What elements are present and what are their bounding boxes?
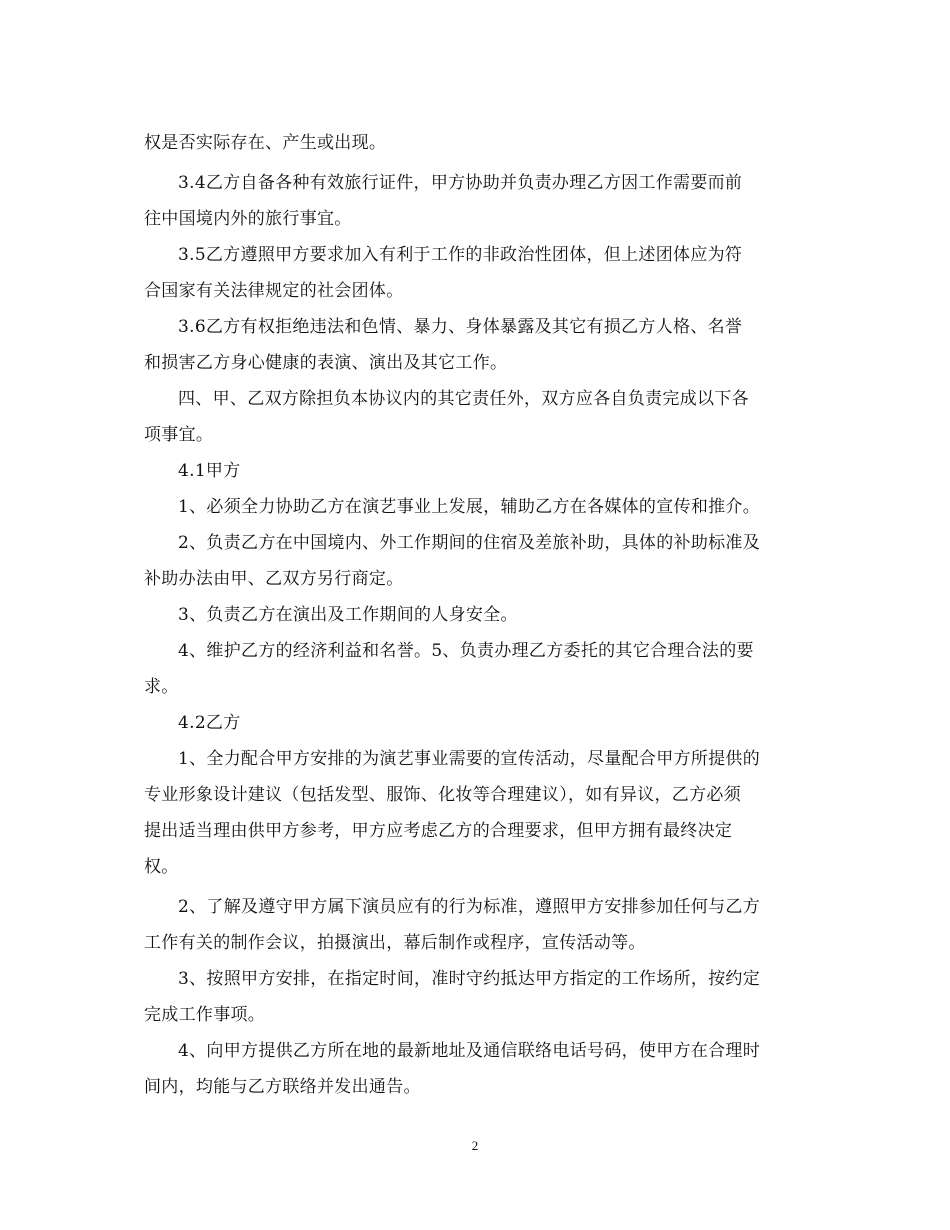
text-line: 2、负责乙方在中国境内、外工作期间的住宿及差旅补助，具体的补助标准及 bbox=[178, 533, 761, 553]
text-line: 1、全力配合甲方安排的为演艺事业需要的宣传活动，尽量配合甲方所提供的 bbox=[178, 749, 761, 769]
text-line: 3、按照甲方安排，在指定时间，准时守约抵达甲方指定的工作场所，按约定 bbox=[178, 969, 761, 989]
text-line: 3、负责乙方在演出及工作期间的人身安全。 bbox=[178, 605, 518, 625]
page-number: 2 bbox=[471, 1138, 479, 1153]
text-line: 4、向甲方提供乙方所在地的最新地址及通信联络电话号码，使甲方在合理时 bbox=[178, 1041, 761, 1061]
text-line: 2、了解及遵守甲方属下演员应有的行为标准，遵照甲方安排参加任何与乙方 bbox=[178, 897, 761, 917]
text-line: 3.4乙方自备各种有效旅行证件，甲方协助并负责办理乙方因工作需要而前 bbox=[178, 173, 743, 193]
text-line: 完成工作事项。 bbox=[144, 1005, 266, 1025]
text-line: 4、维护乙方的经济利益和名誉。5、负责办理乙方委托的其它合理合法的要 bbox=[178, 641, 754, 661]
text-line: 3.5乙方遵照甲方要求加入有利于工作的非政治性团体，但上述团体应为符 bbox=[178, 245, 743, 265]
text-line: 权是否实际存在、产生或出现。 bbox=[144, 133, 387, 153]
text-line: 间内，均能与乙方联络并发出通告。 bbox=[144, 1077, 421, 1097]
section-heading: 4.1甲方 bbox=[178, 461, 241, 481]
text-line: 3.6乙方有权拒绝违法和色情、暴力、身体暴露及其它有损乙方人格、名誉 bbox=[178, 317, 743, 337]
text-line: 求。 bbox=[144, 677, 179, 697]
text-line: 合国家有关法律规定的社会团体。 bbox=[144, 281, 404, 301]
text-line: 往中国境内外的旅行事宜。 bbox=[144, 209, 352, 229]
text-line: 专业形象设计建议（包括发型、服饰、化妆等合理建议），如有异议，乙方必须 bbox=[144, 785, 741, 805]
text-line: 1、必须全力协助乙方在演艺事业上发展，辅助乙方在各媒体的宣传和推介。 bbox=[178, 497, 761, 517]
text-line: 四、甲、乙双方除担负本协议内的其它责任外，双方应各自负责完成以下各 bbox=[178, 389, 749, 409]
text-line: 和损害乙方身心健康的表演、演出及其它工作。 bbox=[144, 353, 508, 373]
section-heading: 4.2乙方 bbox=[178, 713, 241, 733]
text-line: 补助办法由甲、乙双方另行商定。 bbox=[144, 569, 404, 589]
text-line: 项事宜。 bbox=[144, 425, 214, 445]
text-line: 权。 bbox=[144, 857, 179, 877]
text-line: 工作有关的制作会议，拍摄演出，幕后制作或程序，宣传活动等。 bbox=[144, 933, 646, 953]
text-line: 提出适当理由供甲方参考，甲方应考虑乙方的合理要求，但甲方拥有最终决定 bbox=[144, 821, 733, 841]
